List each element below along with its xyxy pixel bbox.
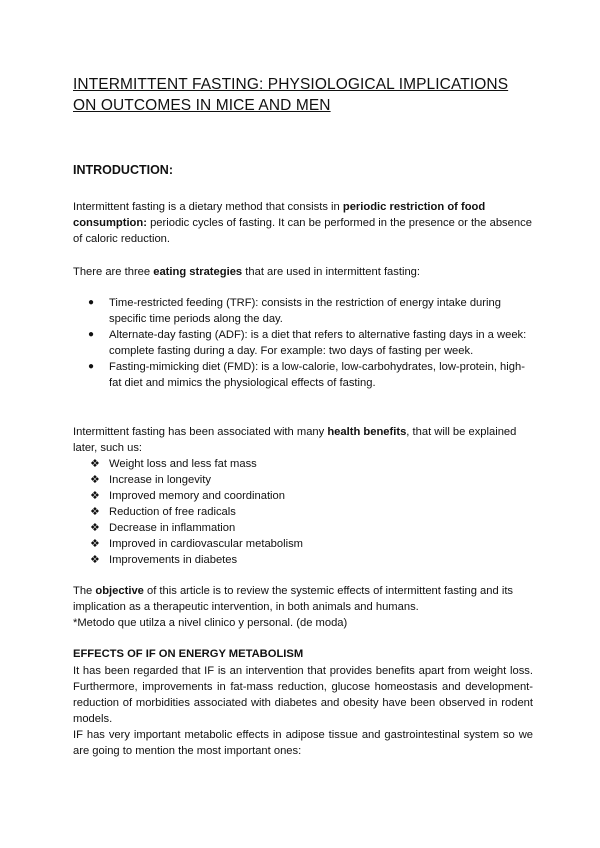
list-item-text: Decrease in inflammation [109,522,236,534]
intro-bold-text: periodic restriction of food consumption: [73,201,486,229]
strategies-bold-text: eating strategies [153,266,243,278]
energy-metabolism-heading: EFFECTS OF IF ON ENERGY METABOLISM [73,648,304,660]
benefits-text: Intermittent fasting has been associated with many [73,426,328,438]
list-item [73,295,533,327]
list-item [73,520,533,536]
list-item-text: Time-restricted feeding (TRF): consists in the restriction of energy intake during specific time periods along the day. [109,297,501,325]
strategies-text-end: that are used in intermittent fasting: [242,266,421,278]
benefits-list [73,456,533,568]
diamond-bullet-icon: ❖ [90,538,100,550]
list-item [73,327,533,359]
list-item [73,488,533,504]
list-item [73,359,533,391]
diamond-bullet-icon: ❖ [90,490,100,502]
strategies-intro-paragraph [73,264,533,280]
list-item-text: Alternate-day fasting (ADF): is a diet that refers to alternative fasting days in a week: complete fasting during a day. For example: two days of fasting per week. [109,329,527,357]
list-item [73,504,533,520]
objective-note: *Metodo que utilza a nivel clinico y personal. (de moda) [73,617,348,629]
list-item-text: Fasting-mimicking diet (FMD): is a low-calorie, low-carbohydrates, low-protein, high-fat diet and mimics the physiological effects of fasting. [109,361,525,389]
list-item-text: Improvements in diabetes [109,554,238,566]
diamond-bullet-icon: ❖ [90,458,100,470]
list-item [73,472,533,488]
strategies-list [73,295,533,391]
bullet-icon: ● [88,297,95,308]
list-item-text: Increase in longevity [109,474,211,486]
intro-text: Intermittent fasting is a dietary method that consists in [73,201,343,213]
objective-text-end: of this article is to review the systemic effects of intermittent fasting and its implication as a therapeutic intervention, in both animals and humans. [73,585,514,613]
energy-metabolism-paragraph: It has been regarded that IF is an intervention that provides benefits apart from weight loss. Furthermore, improvements in fat-mass reduction, glucose homeostasis and development-reduction of morbidities associated with diabetes and obesity have been observed in rodent models. [73,665,533,725]
diamond-bullet-icon: ❖ [90,522,100,534]
diamond-bullet-icon: ❖ [90,474,100,486]
benefits-bold-text: health benefits [327,426,407,438]
list-item-text: Improved in cardiovascular metabolism [109,538,303,550]
bullet-icon: ● [88,329,95,340]
list-item-text: Weight loss and less fat mass [109,458,257,470]
diamond-bullet-icon: ❖ [90,506,100,518]
list-item-text: Reduction of free radicals [109,506,236,518]
introduction-heading: INTRODUCTION: [73,163,173,177]
intro-text-end: periodic cycles of fasting. It can be performed in the presence or the absence of caloric reduction. [73,217,532,245]
diamond-bullet-icon: ❖ [90,554,100,566]
metabolic-effects-paragraph: IF has very important metabolic effects in adipose tissue and gastrointestinal system so we are going to mention the most important ones: [73,729,533,757]
list-item [73,456,533,472]
document-title: INTERMITTENT FASTING: PHYSIOLOGICAL IMPLICATIONS ON OUTCOMES IN MICE AND MEN [73,76,509,114]
objective-text: The [73,585,96,597]
objective-bold-text: objective [95,585,144,597]
benefits-intro-paragraph [73,424,533,456]
list-item [73,552,533,568]
strategies-text: There are three [73,266,154,278]
objective-paragraph [73,583,533,631]
list-item-text: Improved memory and coordination [109,490,285,502]
bullet-icon: ● [88,361,95,372]
list-item [73,536,533,552]
benefits-text-end: , that will be explained later, such us: [73,426,517,454]
intro-paragraph [73,199,533,247]
